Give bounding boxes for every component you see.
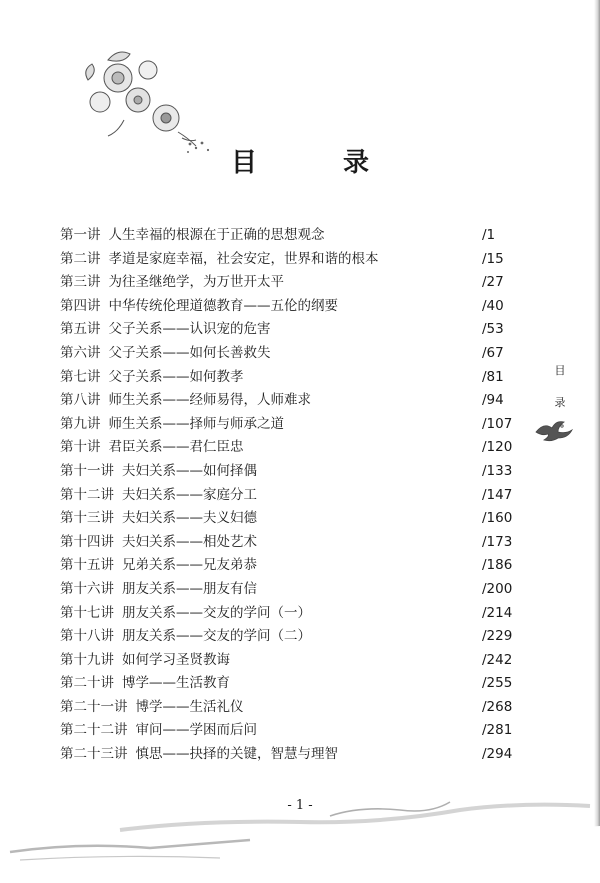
toc-chapter: 第十六讲	[60, 580, 114, 597]
table-of-contents	[60, 224, 520, 767]
toc-page: /186	[482, 557, 513, 574]
toc-title: 夫妇关系——如何择偶	[122, 462, 257, 479]
toc-entry[interactable]	[60, 366, 520, 390]
toc-chapter: 第十讲	[60, 439, 101, 456]
toc-chapter: 第七讲	[60, 368, 101, 385]
toc-entry[interactable]	[60, 342, 520, 366]
toc-page: /200	[482, 580, 513, 597]
toc-entry[interactable]	[60, 696, 520, 720]
toc-chapter: 第二十三讲	[60, 746, 128, 763]
toc-chapter: 第二十二讲	[60, 722, 128, 739]
page-title: 目 录	[230, 148, 399, 178]
toc-page: /107	[482, 415, 513, 432]
toc-entry[interactable]	[60, 743, 520, 767]
toc-chapter: 第十九讲	[60, 651, 114, 668]
toc-entry[interactable]	[60, 460, 520, 484]
toc-chapter: 第二十一讲	[60, 698, 128, 715]
toc-title: 父子关系——如何教孝	[108, 368, 244, 385]
toc-page: /214	[482, 604, 513, 621]
toc-title: 父子关系——如何长善救失	[108, 344, 271, 361]
toc-entry[interactable]	[60, 649, 520, 673]
toc-entry[interactable]	[60, 248, 520, 272]
toc-entry[interactable]	[60, 531, 520, 555]
toc-title: 朋友关系——交友的学问（一）	[122, 604, 311, 621]
toc-chapter: 第十一讲	[60, 462, 114, 479]
toc-title: 审问——学困而后问	[135, 722, 257, 739]
toc-page: /53	[482, 321, 504, 338]
toc-page: /81	[482, 368, 504, 385]
toc-page: /40	[482, 297, 504, 314]
toc-chapter: 第二十讲	[60, 675, 114, 692]
toc-title: 父子关系——认识宠的危害	[108, 321, 271, 338]
page-number: - 1 -	[287, 798, 313, 813]
toc-title: 夫妇关系——相处艺术	[122, 533, 257, 550]
side-label-char: 目	[554, 364, 566, 377]
toc-title: 朋友关系——朋友有信	[122, 580, 257, 597]
toc-chapter: 第四讲	[60, 297, 101, 314]
toc-title: 慎思——抉择的关键，智慧与理智	[135, 746, 338, 763]
toc-entry[interactable]	[60, 602, 520, 626]
toc-title: 如何学习圣贤教诲	[122, 651, 230, 668]
toc-entry[interactable]	[60, 295, 520, 319]
toc-entry[interactable]	[60, 413, 520, 437]
toc-chapter: 第十三讲	[60, 510, 114, 527]
toc-page: /281	[482, 722, 513, 739]
toc-chapter: 第二讲	[60, 250, 101, 267]
toc-chapter: 第十四讲	[60, 533, 114, 550]
toc-entry[interactable]	[60, 318, 520, 342]
toc-chapter: 第十七讲	[60, 604, 114, 621]
toc-entry[interactable]	[60, 719, 520, 743]
toc-page: /147	[482, 486, 513, 503]
toc-title: 博学——生活教育	[122, 675, 230, 692]
toc-entry[interactable]	[60, 389, 520, 413]
toc-chapter: 第九讲	[60, 415, 101, 432]
toc-title: 兄弟关系——兄友弟恭	[122, 557, 257, 574]
toc-title: 师生关系——择师与师承之道	[108, 415, 284, 432]
toc-page: /173	[482, 533, 513, 550]
toc-entry[interactable]	[60, 436, 520, 460]
bird-ornament-icon	[532, 418, 576, 446]
toc-page: /255	[482, 675, 513, 692]
toc-page: /160	[482, 510, 513, 527]
toc-chapter: 第六讲	[60, 344, 101, 361]
toc-title: 博学——生活礼仪	[135, 698, 244, 715]
toc-chapter: 第三讲	[60, 274, 101, 291]
scan-edge-shadow	[594, 0, 600, 883]
toc-title: 夫妇关系——夫义妇德	[122, 510, 257, 527]
toc-entry[interactable]	[60, 484, 520, 508]
toc-page: /1	[482, 227, 496, 243]
toc-entry[interactable]	[60, 507, 520, 531]
toc-title: 师生关系——经师易得，人师难求	[108, 392, 311, 409]
toc-entry[interactable]	[60, 271, 520, 295]
toc-chapter: 第八讲	[60, 392, 101, 409]
toc-chapter: 第十八讲	[60, 628, 114, 645]
toc-page: /242	[482, 651, 513, 668]
toc-title: 夫妇关系——家庭分工	[122, 486, 257, 503]
toc-chapter: 第五讲	[60, 321, 101, 338]
toc-page: /229	[482, 628, 513, 645]
toc-title: 朋友关系——交友的学问（二）	[122, 628, 311, 645]
toc-title: 君臣关系——君仁臣忠	[108, 439, 244, 456]
toc-page: /67	[482, 344, 504, 361]
toc-title: 人生幸福的根源在于正确的思想观念	[108, 227, 325, 243]
toc-page: /27	[482, 274, 504, 291]
toc-page: /94	[482, 392, 504, 409]
side-section-label	[542, 355, 578, 419]
toc-chapter: 第一讲	[60, 227, 101, 243]
side-label-char: 录	[554, 396, 566, 409]
toc-entry[interactable]	[60, 672, 520, 696]
toc-page: /15	[482, 250, 504, 267]
toc-entry[interactable]	[60, 625, 520, 649]
toc-page: /120	[482, 439, 513, 456]
toc-chapter: 第十二讲	[60, 486, 114, 503]
toc-entry[interactable]	[60, 554, 520, 578]
toc-title: 为往圣继绝学，为万世开太平	[108, 274, 284, 291]
ink-brush-landscape-icon	[0, 780, 600, 883]
toc-chapter: 第十五讲	[60, 557, 114, 574]
toc-page: /133	[482, 462, 513, 479]
toc-page: /268	[482, 698, 513, 715]
toc-entry[interactable]	[60, 224, 520, 248]
toc-title: 孝道是家庭幸福，社会安定，世界和谐的根本	[108, 250, 379, 267]
toc-title: 中华传统伦理道德教育——五伦的纲要	[108, 297, 338, 314]
toc-page: /294	[482, 746, 513, 763]
toc-entry[interactable]	[60, 578, 520, 602]
